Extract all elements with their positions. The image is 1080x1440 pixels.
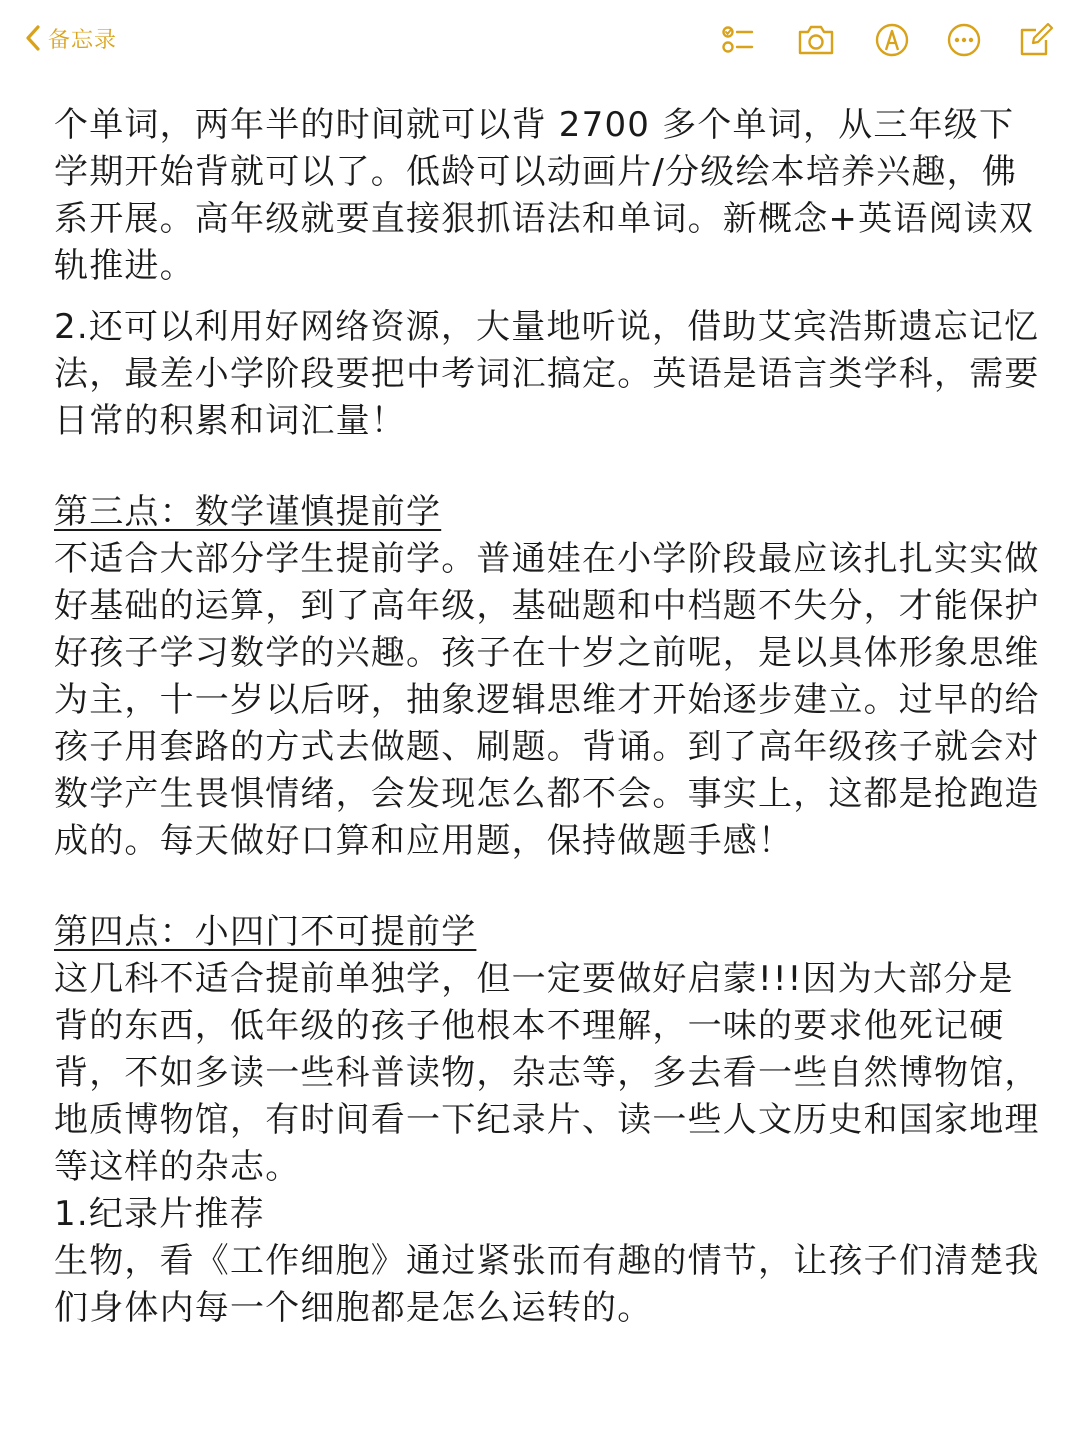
note-body[interactable] (54, 102, 1044, 1332)
markup-pen-icon (872, 20, 912, 60)
note-paragraph: 2.还可以利用好网络资源，大量地听说，借助艾宾浩斯遗忘记忆法，最差小学阶段要把中考词汇搞定。英语是语言类学科，需要日常的积累和词汇量！ (54, 307, 1040, 441)
note-paragraph: 1.纪录片推荐 (54, 1194, 265, 1234)
note-paragraph: 个单词，两年半的时间就可以背 2700 多个单词，从三年级下学期开始背就可以了。低龄可以动画片/分级绘本培养兴趣，佛系开展。高年级就要直接狠抓语法和单词。新概念+英语阅读双轨推进。 (54, 105, 1035, 286)
checklist-icon (718, 20, 758, 60)
notes-toolbar (0, 0, 1080, 80)
paragraph-gap (54, 290, 1044, 304)
compose-button[interactable] (1014, 18, 1058, 62)
checklist-button[interactable] (716, 18, 760, 62)
section-heading: 第三点：数学谨慎提前学 (54, 492, 442, 532)
chevron-left-icon (24, 23, 42, 53)
more-button[interactable] (942, 18, 986, 62)
section-heading: 第四点：小四门不可提前学 (54, 912, 477, 952)
note-paragraph: 这几科不适合提前单独学，但一定要做好启蒙!!!因为大部分是背的东西，低年级的孩子他根本不理解，一味的要求他死记硬背，不如多读一些科普读物，杂志等，多去看一些自然博物馆，地质博物馆，有时间看一下纪录片、读一些人文历史和国家地理等这样的杂志。 (54, 959, 1040, 1187)
back-button[interactable] (24, 20, 117, 56)
more-icon (944, 20, 984, 60)
compose-icon (1016, 20, 1056, 60)
paragraph-gap (54, 865, 1044, 909)
camera-icon (795, 20, 837, 60)
camera-button[interactable] (794, 18, 838, 62)
note-paragraph: 不适合大部分学生提前学。普通娃在小学阶段最应该扎扎实实做好基础的运算，到了高年级，基础题和中档题不失分，才能保护好孩子学习数学的兴趣。孩子在十岁之前呢，是以具体形象思维为主，十一岁以后呀，抽象逻辑思维才开始逐步建立。过早的给孩子用套路的方式去做题、刷题。背诵。到了高年级孩子就会对数学产生畏惧情绪，会发现怎么都不会。事实上，这都是抢跑造成的。每天做好口算和应用题，保持做题手感！ (54, 539, 1040, 861)
markup-button[interactable] (870, 18, 914, 62)
note-paragraph: 生物，看《工作细胞》通过紧张而有趣的情节，让孩子们清楚我们身体内每一个细胞都是怎么运转的。 (54, 1241, 1040, 1328)
paragraph-gap (54, 445, 1044, 489)
back-label: 备忘录 (48, 27, 118, 53)
